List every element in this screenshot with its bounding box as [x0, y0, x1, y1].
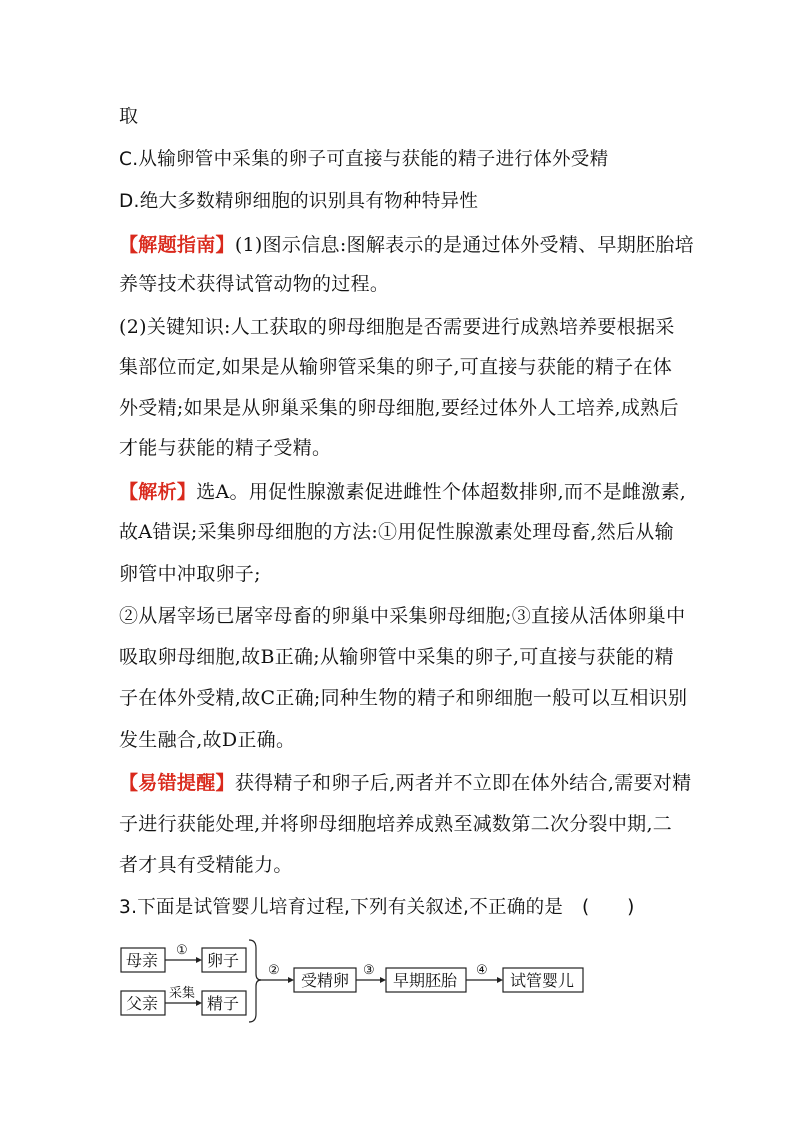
- text-line: 者才具有受精能力。: [119, 854, 293, 876]
- text-line: 才能与获能的精子受精。: [119, 437, 332, 459]
- mother-label: 母亲: [126, 951, 159, 970]
- text-line: (1)图示信息:图解表示的是通过体外受精、早期胚胎培: [234, 234, 694, 256]
- question-3: 3.下面是试管婴儿培育过程,下列有关叙述,不正确的是 ( ): [119, 897, 635, 918]
- text-line: 选A。用促性腺激素促进雌性个体超数排卵,而不是雌激素,: [196, 481, 687, 503]
- test-tube-baby-label: 试管婴儿: [510, 971, 575, 990]
- step-2-label: ②: [268, 963, 280, 978]
- text-line: 集部位而定,如果是从输卵管采集的卵子,可直接与获能的精子在体: [119, 356, 673, 378]
- text-line: 获得精子和卵子后,两者并不立即在体外结合,需要对精: [234, 772, 692, 794]
- brace: [249, 940, 261, 1022]
- text-line: 外受精;如果是从卵巢采集的卵母细胞,要经过体外人工培养,成熟后: [119, 397, 679, 419]
- arrow-head: [497, 977, 503, 983]
- fertilized-egg-label: 受精卵: [301, 971, 350, 990]
- text-line: 养等技术获得试管动物的过程。: [119, 273, 390, 295]
- step-1-label: ①: [176, 943, 188, 958]
- father-label: 父亲: [126, 994, 159, 1013]
- analysis-line: [119, 480, 686, 504]
- option-c: C.从输卵管中采集的卵子可直接与获能的精子进行体外受精: [119, 149, 609, 170]
- step-4-label: ④: [476, 963, 488, 978]
- error-reminder-line: [119, 771, 691, 795]
- step-3-label: ③: [363, 963, 375, 978]
- text-line: 卵管中冲取卵子;: [119, 563, 261, 585]
- arrow-head: [288, 977, 294, 983]
- problem-guide-tag: 【解题指南】: [119, 234, 235, 256]
- analysis-tag: 【解析】: [119, 481, 197, 503]
- sperm-label: 精子: [207, 994, 240, 1013]
- arrow-head: [196, 1000, 202, 1006]
- text-line: 发生融合,故D正确。: [119, 729, 296, 751]
- arrow-head: [380, 977, 386, 983]
- text-line: 子进行获能处理,并将卵母细胞培养成熟至减数第二次分裂中期,二: [119, 813, 673, 835]
- problem-guide-line: [119, 233, 694, 257]
- text-line: 故A错误;采集卵母细胞的方法:①用促性腺激素处理母畜,然后从输: [119, 521, 674, 543]
- text-line: 取: [119, 105, 139, 127]
- collect-label: 采集: [169, 986, 196, 1001]
- egg-label: 卵子: [207, 951, 240, 970]
- ivf-flow-diagram: [110, 928, 590, 1024]
- text-line: (2)关键知识:人工获取的卵母细胞是否需要进行成熟培养要根据采: [119, 316, 675, 338]
- early-embryo-label: 早期胚胎: [393, 971, 458, 990]
- text-line: 子在体外受精,故C正确;同种生物的精子和卵细胞一般可以互相识别: [119, 687, 688, 709]
- error-reminder-tag: 【易错提醒】: [119, 772, 235, 794]
- text-line: 吸取卵母细胞,故B正确;从输卵管中采集的卵子,可直接与获能的精: [119, 646, 674, 668]
- text-line: ②从屠宰场已屠宰母畜的卵巢中采集卵母细胞;③直接从活体卵巢中: [119, 605, 686, 627]
- arrow-head: [196, 957, 202, 963]
- option-d: D.绝大多数精卵细胞的识别具有物种特异性: [119, 191, 479, 212]
